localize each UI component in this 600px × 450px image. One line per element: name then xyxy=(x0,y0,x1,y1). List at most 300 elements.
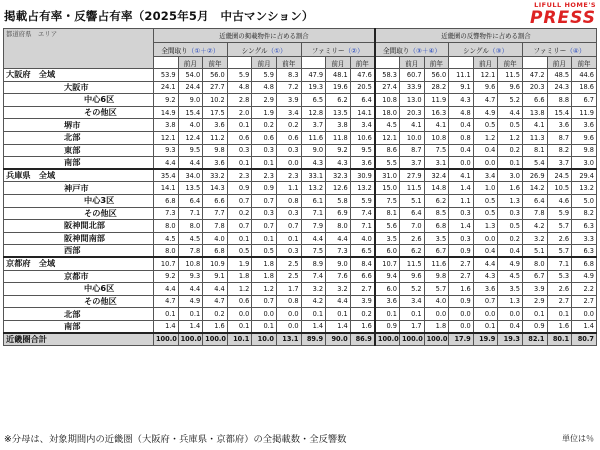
value-cell: 18.6 xyxy=(572,81,597,94)
value-cell: 3.6 xyxy=(473,283,498,296)
value-cell: 1.7 xyxy=(399,320,424,333)
value-cell: 4.4 xyxy=(326,232,351,245)
area-label: 阪神間南部 xyxy=(4,232,154,245)
value-cell: 3.6 xyxy=(572,119,597,132)
value-cell: 10.7 xyxy=(375,257,400,270)
value-cell: 8.0 xyxy=(178,220,203,233)
value-cell: 11.2 xyxy=(203,131,228,144)
value-cell: 3.0 xyxy=(572,157,597,170)
value-cell: 8.2 xyxy=(572,207,597,220)
value-cell: 10.8 xyxy=(375,94,400,107)
value-cell: 89.9 xyxy=(301,333,326,346)
value-cell: 7.4 xyxy=(350,207,375,220)
value-cell: 100.0 xyxy=(153,333,178,346)
value-cell: 0.0 xyxy=(276,320,301,333)
value-cell: 3.9 xyxy=(350,295,375,308)
area-label: 北部 xyxy=(4,308,154,321)
value-cell: 5.9 xyxy=(252,69,277,82)
single-sub: （③） xyxy=(488,46,509,55)
area-label: 中心6区 xyxy=(4,94,154,107)
current-month-header xyxy=(301,57,326,69)
value-cell: 3.5 xyxy=(498,283,523,296)
value-cell: 0.0 xyxy=(572,308,597,321)
value-cell: 0.1 xyxy=(473,320,498,333)
value-cell: 8.7 xyxy=(399,144,424,157)
value-cell: 0.0 xyxy=(449,320,474,333)
value-cell: 3.4 xyxy=(473,169,498,182)
value-cell: 0.1 xyxy=(522,308,547,321)
value-cell: 10.8 xyxy=(178,257,203,270)
value-cell: 1.4 xyxy=(572,320,597,333)
value-cell: 0.0 xyxy=(449,157,474,170)
area-label: 西部 xyxy=(4,245,154,258)
value-cell: 8.0 xyxy=(326,220,351,233)
value-cell: 5.9 xyxy=(350,194,375,207)
value-cell: 7.4 xyxy=(301,270,326,283)
value-cell: 9.6 xyxy=(399,270,424,283)
value-cell: 13.1 xyxy=(276,333,301,346)
prev-year-header: 前年 xyxy=(424,57,449,69)
value-cell: 11.9 xyxy=(572,106,597,119)
value-cell: 3.4 xyxy=(276,106,301,119)
value-cell: 1.3 xyxy=(498,295,523,308)
logo-line1: LIFULL HOME'S xyxy=(534,1,596,9)
value-cell: 0.4 xyxy=(449,119,474,132)
value-cell: 17.5 xyxy=(203,106,228,119)
value-cell: 1.8 xyxy=(227,270,252,283)
value-cell: 4.4 xyxy=(498,106,523,119)
value-cell: 2.9 xyxy=(522,295,547,308)
table-row xyxy=(4,194,597,207)
value-cell: 2.8 xyxy=(227,94,252,107)
value-cell: 44.6 xyxy=(572,69,597,82)
value-cell: 0.2 xyxy=(203,308,228,321)
value-cell: 0.0 xyxy=(473,308,498,321)
value-cell: 3.6 xyxy=(375,295,400,308)
value-cell: 10.0 xyxy=(399,131,424,144)
value-cell: 8.5 xyxy=(424,207,449,220)
value-cell: 0.4 xyxy=(473,144,498,157)
value-cell: 3.9 xyxy=(522,283,547,296)
value-cell: 7.1 xyxy=(547,257,572,270)
value-cell: 7.2 xyxy=(276,81,301,94)
value-cell: 0.0 xyxy=(449,308,474,321)
value-cell: 12.4 xyxy=(178,131,203,144)
value-cell: 7.1 xyxy=(350,220,375,233)
prev-year-header: 前年 xyxy=(203,57,228,69)
value-cell: 2.0 xyxy=(227,106,252,119)
all-layouts-sub: （③＋④） xyxy=(409,46,441,55)
table-row xyxy=(4,144,597,157)
value-cell: 9.0 xyxy=(301,144,326,157)
value-cell: 3.8 xyxy=(153,119,178,132)
prev-month-header: 前月 xyxy=(178,57,203,69)
value-cell: 32.3 xyxy=(326,169,351,182)
value-cell: 53.9 xyxy=(153,69,178,82)
value-cell: 9.8 xyxy=(424,270,449,283)
prev-month-header: 前月 xyxy=(399,57,424,69)
occupancy-table xyxy=(3,28,597,346)
all-layouts-label: 全間取り xyxy=(383,46,410,55)
single-label: シングル xyxy=(241,46,268,55)
value-cell: 0.8 xyxy=(276,194,301,207)
value-cell: 10.7 xyxy=(153,257,178,270)
current-month-header xyxy=(449,57,474,69)
value-cell: 13.2 xyxy=(572,182,597,195)
value-cell: 7.6 xyxy=(326,270,351,283)
value-cell: 0.1 xyxy=(227,119,252,132)
value-cell: 4.5 xyxy=(375,119,400,132)
value-cell: 4.4 xyxy=(473,257,498,270)
prev-year-header: 前年 xyxy=(276,57,301,69)
value-cell: 6.2 xyxy=(399,245,424,258)
table-row xyxy=(4,245,597,258)
value-cell: 0.0 xyxy=(498,308,523,321)
value-cell: 4.4 xyxy=(178,283,203,296)
value-cell: 5.4 xyxy=(522,157,547,170)
value-cell: 0.1 xyxy=(547,308,572,321)
value-cell: 0.2 xyxy=(498,232,523,245)
listing-family-header xyxy=(301,43,375,57)
table-row xyxy=(4,169,597,182)
value-cell: 1.7 xyxy=(276,283,301,296)
value-cell: 11.3 xyxy=(522,131,547,144)
value-cell: 4.9 xyxy=(572,270,597,283)
value-cell: 47.9 xyxy=(301,69,326,82)
listing-group-header: 近畿圏の掲載物件に占める割合 xyxy=(153,29,374,43)
value-cell: 13.0 xyxy=(399,94,424,107)
value-cell: 19.9 xyxy=(473,333,498,346)
value-cell: 0.1 xyxy=(399,308,424,321)
value-cell: 0.7 xyxy=(276,220,301,233)
table-row xyxy=(4,69,597,82)
value-cell: 0.4 xyxy=(498,245,523,258)
value-cell: 80.1 xyxy=(547,333,572,346)
current-month-header xyxy=(153,57,178,69)
value-cell: 20.3 xyxy=(522,81,547,94)
area-label: 中心3区 xyxy=(4,194,154,207)
value-cell: 0.3 xyxy=(252,207,277,220)
value-cell: 6.4 xyxy=(522,194,547,207)
value-cell: 0.5 xyxy=(498,119,523,132)
value-cell: 6.3 xyxy=(572,220,597,233)
value-cell: 0.0 xyxy=(424,308,449,321)
value-cell: 54.0 xyxy=(178,69,203,82)
value-cell: 6.0 xyxy=(375,245,400,258)
value-cell: 4.1 xyxy=(449,169,474,182)
value-cell: 0.1 xyxy=(252,157,277,170)
value-cell: 1.2 xyxy=(252,283,277,296)
value-cell: 7.1 xyxy=(178,207,203,220)
value-cell: 14.8 xyxy=(424,182,449,195)
all-layouts-sub: （①＋②） xyxy=(187,46,220,55)
value-cell: 2.7 xyxy=(350,283,375,296)
value-cell: 17.9 xyxy=(449,333,474,346)
value-cell: 0.1 xyxy=(153,308,178,321)
prev-year-header: 前年 xyxy=(498,57,523,69)
value-cell: 9.8 xyxy=(572,144,597,157)
logo-line2: PRESS xyxy=(529,8,596,28)
value-cell: 1.4 xyxy=(301,320,326,333)
value-cell: 0.6 xyxy=(227,295,252,308)
value-cell: 11.6 xyxy=(424,257,449,270)
value-cell: 0.1 xyxy=(301,308,326,321)
value-cell: 11.5 xyxy=(399,257,424,270)
single-label: シングル xyxy=(463,46,489,55)
table-row xyxy=(4,81,597,94)
value-cell: 3.5 xyxy=(375,232,400,245)
value-cell: 4.0 xyxy=(203,232,228,245)
value-cell: 3.6 xyxy=(203,157,228,170)
value-cell: 0.0 xyxy=(227,308,252,321)
value-cell: 4.5 xyxy=(178,232,203,245)
value-cell: 20.5 xyxy=(350,81,375,94)
value-cell: 19.6 xyxy=(326,81,351,94)
value-cell: 6.6 xyxy=(203,194,228,207)
value-cell: 13.2 xyxy=(350,182,375,195)
all-layouts-label: 全間取り xyxy=(161,46,188,55)
value-cell: 0.7 xyxy=(252,220,277,233)
area-label: その他区 xyxy=(4,207,154,220)
value-cell: 5.1 xyxy=(399,194,424,207)
value-cell: 86.9 xyxy=(350,333,375,346)
listing-single-header xyxy=(227,43,301,57)
value-cell: 4.7 xyxy=(203,295,228,308)
value-cell: 0.1 xyxy=(276,232,301,245)
value-cell: 0.2 xyxy=(498,144,523,157)
value-cell: 6.6 xyxy=(522,94,547,107)
value-cell: 0.1 xyxy=(252,320,277,333)
area-label: 北部 xyxy=(4,131,154,144)
value-cell: 3.2 xyxy=(301,283,326,296)
value-cell: 13.5 xyxy=(326,106,351,119)
value-cell: 18.0 xyxy=(375,106,400,119)
value-cell: 56.0 xyxy=(424,69,449,82)
value-cell: 9.0 xyxy=(326,257,351,270)
value-cell: 4.9 xyxy=(498,257,523,270)
value-cell: 9.5 xyxy=(350,144,375,157)
value-cell: 6.7 xyxy=(522,270,547,283)
value-cell: 14.9 xyxy=(153,106,178,119)
value-cell: 11.8 xyxy=(326,131,351,144)
value-cell: 3.5 xyxy=(424,232,449,245)
value-cell: 1.3 xyxy=(498,194,523,207)
value-cell: 10.8 xyxy=(424,131,449,144)
value-cell: 10.6 xyxy=(350,131,375,144)
value-cell: 4.8 xyxy=(252,81,277,94)
value-cell: 19.3 xyxy=(301,81,326,94)
value-cell: 0.5 xyxy=(227,245,252,258)
value-cell: 9.5 xyxy=(178,144,203,157)
value-cell: 12.1 xyxy=(153,131,178,144)
value-cell: 0.9 xyxy=(449,245,474,258)
value-cell: 1.9 xyxy=(227,257,252,270)
value-cell: 82.1 xyxy=(522,333,547,346)
value-cell: 4.4 xyxy=(178,157,203,170)
value-cell: 1.8 xyxy=(252,257,277,270)
value-cell: 8.1 xyxy=(375,207,400,220)
table-row xyxy=(4,283,597,296)
value-cell: 12.6 xyxy=(326,182,351,195)
value-cell: 6.8 xyxy=(153,194,178,207)
value-cell: 4.1 xyxy=(522,119,547,132)
value-cell: 0.6 xyxy=(252,131,277,144)
value-cell: 1.6 xyxy=(498,182,523,195)
value-cell: 7.7 xyxy=(203,207,228,220)
value-cell: 16.3 xyxy=(424,106,449,119)
value-cell: 3.6 xyxy=(203,119,228,132)
value-cell: 5.7 xyxy=(424,283,449,296)
value-cell: 9.4 xyxy=(375,270,400,283)
value-cell: 14.1 xyxy=(153,182,178,195)
prev-month-header: 前月 xyxy=(252,57,277,69)
area-label: 近畿圏合計 xyxy=(4,333,154,346)
area-label: 中心6区 xyxy=(4,283,154,296)
value-cell: 29.4 xyxy=(572,169,597,182)
table-row xyxy=(4,106,597,119)
value-cell: 3.8 xyxy=(326,119,351,132)
value-cell: 5.2 xyxy=(498,94,523,107)
value-cell: 5.6 xyxy=(375,220,400,233)
value-cell: 2.7 xyxy=(449,270,474,283)
value-cell: 3.7 xyxy=(301,119,326,132)
value-cell: 24.3 xyxy=(547,81,572,94)
value-cell: 4.0 xyxy=(424,295,449,308)
value-cell: 33.1 xyxy=(301,169,326,182)
value-cell: 6.4 xyxy=(350,94,375,107)
value-cell: 5.1 xyxy=(522,245,547,258)
value-cell: 4.0 xyxy=(178,119,203,132)
table-row xyxy=(4,333,597,346)
table-row xyxy=(4,232,597,245)
value-cell: 0.7 xyxy=(252,295,277,308)
value-cell: 9.3 xyxy=(153,144,178,157)
area-label: 大阪市 xyxy=(4,81,154,94)
value-cell: 0.5 xyxy=(473,194,498,207)
value-cell: 26.9 xyxy=(522,169,547,182)
value-cell: 1.4 xyxy=(178,320,203,333)
value-cell: 7.5 xyxy=(301,245,326,258)
value-cell: 6.2 xyxy=(424,194,449,207)
value-cell: 0.7 xyxy=(252,194,277,207)
value-cell: 5.7 xyxy=(547,220,572,233)
value-cell: 34.0 xyxy=(178,169,203,182)
value-cell: 0.1 xyxy=(498,157,523,170)
listing-all-layouts-header xyxy=(153,43,227,57)
value-cell: 33.2 xyxy=(203,169,228,182)
value-cell: 0.3 xyxy=(449,232,474,245)
value-cell: 5.3 xyxy=(547,270,572,283)
value-cell: 15.4 xyxy=(547,106,572,119)
value-cell: 2.3 xyxy=(252,169,277,182)
value-cell: 3.4 xyxy=(399,295,424,308)
prev-month-header: 前月 xyxy=(326,57,351,69)
value-cell: 0.1 xyxy=(227,232,252,245)
value-cell: 9.2 xyxy=(153,94,178,107)
value-cell: 4.4 xyxy=(326,295,351,308)
family-label: ファミリー xyxy=(533,46,567,55)
value-cell: 90.0 xyxy=(326,333,351,346)
value-cell: 4.9 xyxy=(178,295,203,308)
value-cell: 1.8 xyxy=(252,270,277,283)
value-cell: 0.3 xyxy=(227,144,252,157)
value-cell: 9.2 xyxy=(326,144,351,157)
value-cell: 0.3 xyxy=(276,245,301,258)
value-cell: 0.5 xyxy=(498,220,523,233)
value-cell: 4.5 xyxy=(498,270,523,283)
value-cell: 7.9 xyxy=(301,220,326,233)
value-cell: 0.9 xyxy=(449,295,474,308)
value-cell: 1.2 xyxy=(473,131,498,144)
value-cell: 27.7 xyxy=(203,81,228,94)
value-cell: 7.8 xyxy=(178,245,203,258)
value-cell: 0.0 xyxy=(473,157,498,170)
value-cell: 4.0 xyxy=(350,232,375,245)
value-cell: 0.0 xyxy=(276,157,301,170)
value-cell: 9.6 xyxy=(473,81,498,94)
value-cell: 1.2 xyxy=(227,283,252,296)
value-cell: 4.8 xyxy=(227,81,252,94)
value-cell: 6.8 xyxy=(203,245,228,258)
value-cell: 0.9 xyxy=(227,182,252,195)
unit-note: 単位は％ xyxy=(562,434,594,443)
value-cell: 1.4 xyxy=(449,182,474,195)
value-cell: 4.7 xyxy=(153,295,178,308)
value-cell: 5.5 xyxy=(375,157,400,170)
value-cell: 13.2 xyxy=(301,182,326,195)
value-cell: 4.5 xyxy=(153,232,178,245)
value-cell: 31.0 xyxy=(375,169,400,182)
value-cell: 3.7 xyxy=(399,157,424,170)
value-cell: 0.7 xyxy=(473,295,498,308)
value-cell: 6.4 xyxy=(399,207,424,220)
value-cell: 4.3 xyxy=(449,94,474,107)
value-cell: 8.1 xyxy=(522,144,547,157)
current-month-header xyxy=(375,57,400,69)
value-cell: 8.8 xyxy=(547,94,572,107)
value-cell: 20.3 xyxy=(399,106,424,119)
value-cell: 6.2 xyxy=(326,94,351,107)
value-cell: 8.2 xyxy=(547,144,572,157)
value-cell: 1.0 xyxy=(473,182,498,195)
value-cell: 4.4 xyxy=(203,283,228,296)
value-cell: 47.6 xyxy=(350,69,375,82)
value-cell: 4.1 xyxy=(399,119,424,132)
value-cell: 0.1 xyxy=(252,232,277,245)
table-row xyxy=(4,270,597,283)
value-cell: 4.4 xyxy=(153,283,178,296)
prev-month-header: 前月 xyxy=(473,57,498,69)
value-cell: 2.7 xyxy=(572,295,597,308)
value-cell: 100.0 xyxy=(203,333,228,346)
value-cell: 0.2 xyxy=(350,308,375,321)
value-cell: 27.9 xyxy=(399,169,424,182)
value-cell: 48.1 xyxy=(326,69,351,82)
value-cell: 9.6 xyxy=(572,131,597,144)
value-cell: 5.0 xyxy=(572,194,597,207)
value-cell: 1.4 xyxy=(449,220,474,233)
value-cell: 60.7 xyxy=(399,69,424,82)
value-cell: 2.7 xyxy=(449,257,474,270)
corner-header: 都道府県 エリア xyxy=(4,29,154,69)
area-label: 東部 xyxy=(4,144,154,157)
value-cell: 0.2 xyxy=(227,207,252,220)
table-row xyxy=(4,220,597,233)
value-cell: 0.3 xyxy=(252,144,277,157)
value-cell: 7.0 xyxy=(399,220,424,233)
area-label: 神戸市 xyxy=(4,182,154,195)
value-cell: 6.8 xyxy=(572,257,597,270)
